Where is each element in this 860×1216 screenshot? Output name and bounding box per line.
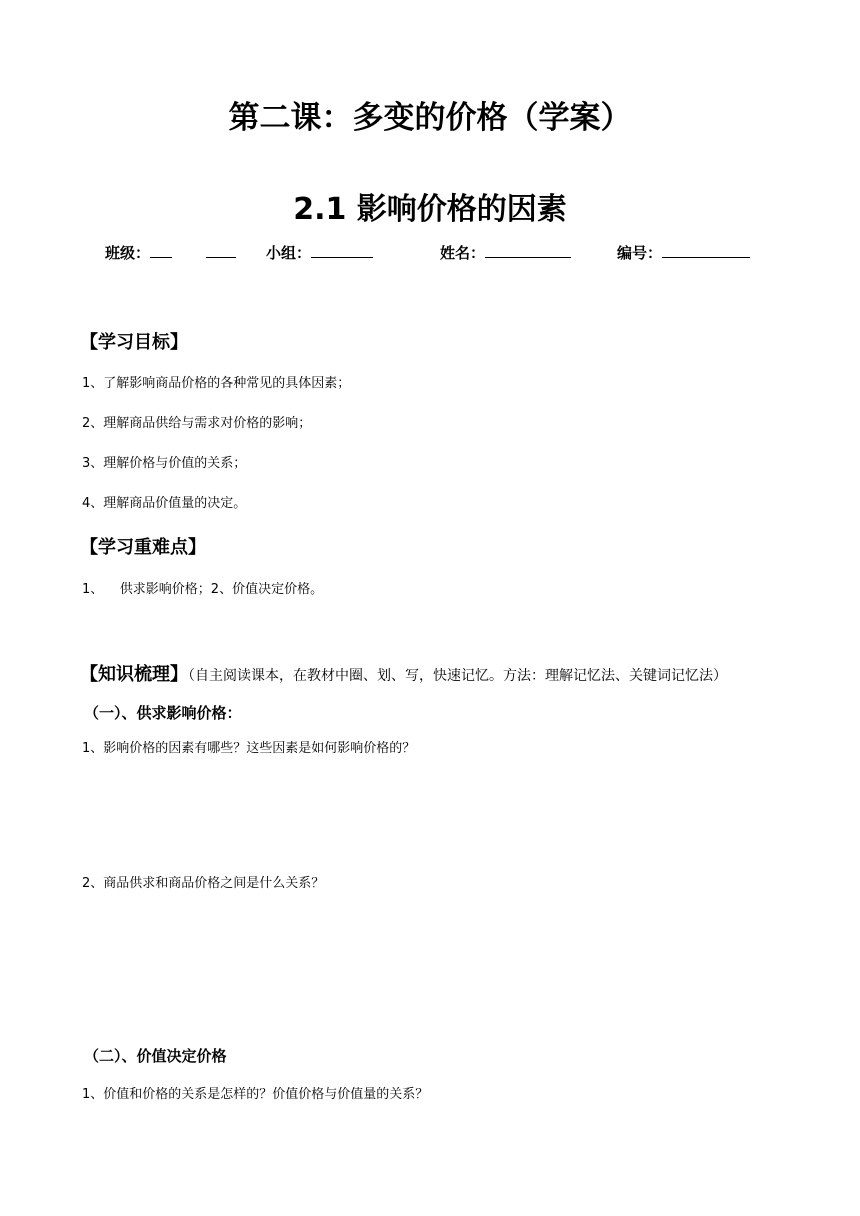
goals-heading: 【学习目标】: [80, 332, 188, 353]
section1-question-2: 2、商品供求和商品价格之间是什么关系？: [82, 876, 325, 891]
class-blank-2[interactable]: [206, 243, 236, 258]
section1-title: （一）、供求影响价格：: [84, 704, 242, 722]
knowledge-heading-row: [80, 660, 727, 686]
group-blank[interactable]: [311, 243, 373, 258]
class-blank-1[interactable]: [150, 243, 172, 258]
number-blank[interactable]: [662, 243, 750, 258]
lesson-subtitle: 2.1 影响价格的因素: [293, 192, 567, 227]
section1-question-1: 1、影响价格的因素有哪些？这些因素是如何影响价格的？: [82, 741, 416, 756]
goal-item: 3、理解价格与价值的关系；: [82, 456, 247, 471]
name-field: [440, 242, 571, 263]
class-label: 班级：: [105, 244, 151, 262]
goal-item: 4、理解商品价值量的决定。: [82, 496, 247, 511]
page-title: 第二课：多变的价格（学案）: [228, 100, 632, 136]
group-field: [266, 242, 373, 263]
section2-question-1: 1、价值和价格的关系是怎样的？价值价格与价值量的关系？: [82, 1087, 429, 1102]
knowledge-note: （自主阅读课本，在教材中圈、划、写，快速记忆。方法：理解记忆法、关键词记忆法）: [188, 668, 727, 684]
class-field: [105, 242, 236, 263]
goal-item: 1、了解影响商品价格的各种常见的具体因素；: [82, 376, 351, 391]
section2-title: （二）、价值决定价格: [84, 1047, 227, 1065]
number-field: [617, 242, 750, 263]
number-label: 编号：: [617, 244, 663, 262]
name-blank[interactable]: [485, 243, 571, 258]
goal-item: 2、理解商品供给与需求对价格的影响；: [82, 416, 312, 431]
group-label: 小组：: [266, 244, 312, 262]
name-label: 姓名：: [440, 244, 486, 262]
key-points-heading: 【学习重难点】: [80, 537, 206, 558]
knowledge-heading: 【知识梳理】: [80, 664, 188, 685]
key-points-text: 1、 供求影响价格；2、价值决定价格。: [82, 582, 324, 597]
